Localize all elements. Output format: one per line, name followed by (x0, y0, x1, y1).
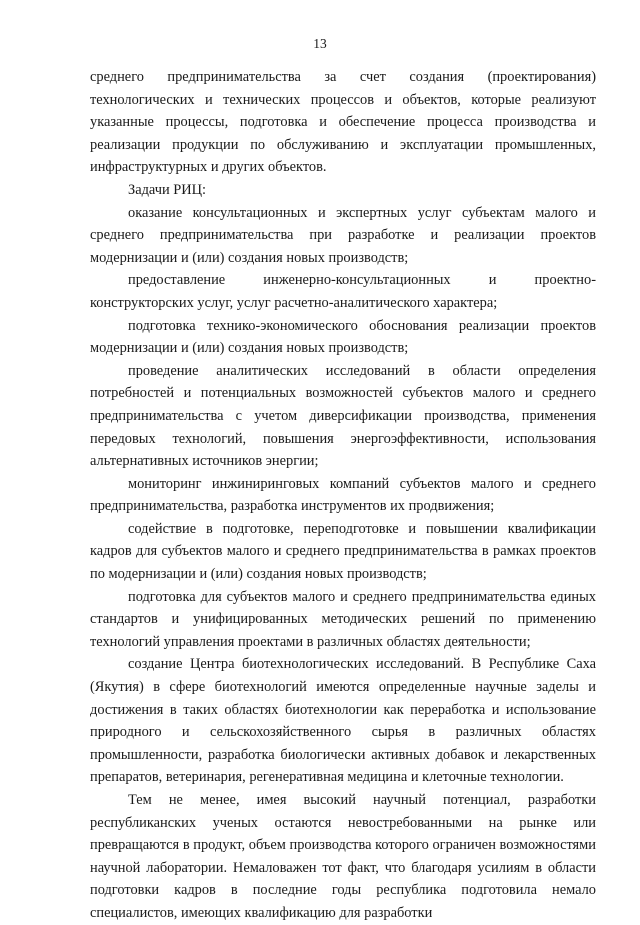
paragraph-task-monitoring: мониторинг инжиниринговых компаний субъектов малого и среднего предпринимательства, разработка инструментов их продвижения; (90, 475, 596, 515)
paragraph-task-standards: подготовка для субъектов малого и среднего предпринимательства единых стандартов и унифицированных методических решений по применению технологий управления проектами в различных областях деятельности; (90, 588, 596, 650)
paragraph-continuation: среднего предпринимательства за счет создания (проектирования) технологических и технических процессов и объектов, которые реализуют указанные процессы, подготовка и обеспечение процесса производства и реализации продукции по обслуживанию и эксплуатации промышленных, инфраструктурных и других объектов. (90, 69, 596, 176)
paragraph-tasks-heading: Задачи РИЦ: (128, 181, 207, 198)
paragraph-scientific-potential: Тем не менее, имея высокий научный потенциал, разработки республиканских ученых остаются невостребованными на рынке или превращаются в продукт, объем производства которого ограничен возможностями научной лаборатории. Немаловажен тот факт, что благодаря усилиям в области подготовки кадров в последние годы республика подготовила немало специалистов, имеющих квалификацию для разработки (90, 792, 596, 921)
paragraph-task-consulting: оказание консультационных и экспертных услуг субъектам малого и среднего предпринимательства при разработке и реализации проектов модернизации и (или) создания новых производств; (90, 204, 596, 266)
paragraph-task-research: проведение аналитических исследований в области определения потребностей и потенциальных возможностей субъектов малого и среднего предпринимательства с учетом диверсификации производства, применения передовых технологий, повышения энергоэффективности, использования альтернативных источников энергии; (90, 362, 596, 470)
paragraph-task-feasibility: подготовка технико-экономического обоснования реализации проектов модернизации и (или) создания новых производств; (90, 317, 596, 357)
paragraph-biotech-center: создание Центра биотехнологических исследований. В Республике Саха (Якутия) в сфере биотехнологий имеются определенные научные заделы и достижения в таких областях биотехнологии как переработка и использование природного и сельскохозяйственного сырья в различных областях промышленности, разработка биологически активных добавок и лекарственных препаратов, ветеринария, регенеративная медицина и клеточные технологии. (90, 656, 596, 786)
document-body (90, 66, 596, 925)
paragraph-task-engineering: предоставление инженерно-консультационных и проектно-конструкторских услуг, услуг расчетно-аналитического характера; (90, 272, 596, 311)
paragraph-task-training: содействие в подготовке, переподготовке и повышении квалификации кадров для субъектов малого и среднего предпринимательства в рамках проектов по модернизации и (или) создания новых производств; (90, 520, 596, 583)
page-number: 13 (313, 36, 327, 51)
